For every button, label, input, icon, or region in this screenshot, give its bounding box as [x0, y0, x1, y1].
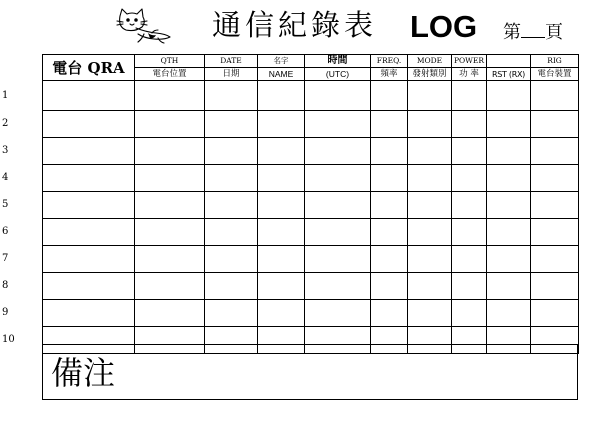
log-cell[interactable] [135, 273, 205, 300]
row-number: 6 [2, 226, 9, 237]
log-cell[interactable] [371, 192, 408, 219]
log-cell[interactable] [408, 273, 452, 300]
log-cell[interactable] [305, 246, 371, 273]
log-cell[interactable] [258, 219, 305, 246]
log-table [42, 54, 579, 354]
log-cell[interactable] [135, 246, 205, 273]
log-row [43, 246, 579, 273]
log-cell[interactable] [43, 219, 135, 246]
log-cell[interactable] [205, 273, 258, 300]
col-subheader-qth: 電台位置 [135, 68, 205, 81]
log-cell[interactable] [43, 300, 135, 327]
log-cell[interactable] [531, 246, 579, 273]
page-number-field[interactable] [521, 23, 545, 38]
log-cell[interactable] [258, 192, 305, 219]
log-cell[interactable] [452, 165, 487, 192]
log-cell[interactable] [408, 138, 452, 165]
log-cell[interactable] [43, 138, 135, 165]
log-cell[interactable] [305, 81, 371, 111]
page-suffix: 頁 [545, 22, 563, 43]
log-cell[interactable] [43, 246, 135, 273]
log-cell[interactable] [408, 300, 452, 327]
log-cell[interactable] [258, 300, 305, 327]
log-cell[interactable] [258, 246, 305, 273]
col-header-time: 時間 [305, 55, 371, 68]
log-cell[interactable] [452, 192, 487, 219]
col-subheader-rst: RST (RX) [487, 68, 531, 81]
log-cell[interactable] [487, 138, 531, 165]
col-subheader-utc: (UTC) [305, 68, 371, 81]
log-cell[interactable] [305, 111, 371, 138]
log-cell[interactable] [487, 165, 531, 192]
log-row [43, 219, 579, 246]
log-cell[interactable] [371, 165, 408, 192]
log-cell[interactable] [305, 138, 371, 165]
log-cell[interactable] [258, 81, 305, 111]
log-cell[interactable] [135, 192, 205, 219]
col-header-mode: MODE [408, 55, 452, 68]
log-cell[interactable] [135, 81, 205, 111]
log-row [43, 300, 579, 327]
log-cell[interactable] [452, 300, 487, 327]
log-cell[interactable] [408, 81, 452, 111]
log-cell[interactable] [371, 273, 408, 300]
log-row [43, 273, 579, 300]
log-cell[interactable] [371, 219, 408, 246]
log-cell[interactable] [371, 138, 408, 165]
log-cell[interactable] [452, 273, 487, 300]
log-cell[interactable] [531, 273, 579, 300]
log-cell[interactable] [487, 273, 531, 300]
log-cell[interactable] [135, 165, 205, 192]
log-row [43, 81, 579, 111]
col-header-rig: RIG [531, 55, 579, 68]
log-cell[interactable] [135, 111, 205, 138]
log-cell[interactable] [452, 81, 487, 111]
col-header-rst-top [487, 55, 531, 68]
log-cell[interactable] [205, 246, 258, 273]
col-header-qth: QTH [135, 55, 205, 68]
log-cell[interactable] [43, 273, 135, 300]
log-cell[interactable] [305, 192, 371, 219]
log-row [43, 111, 579, 138]
row-number: 4 [2, 172, 9, 183]
col-subheader-name: NAME [258, 68, 305, 81]
log-cell[interactable] [408, 246, 452, 273]
log-cell[interactable] [43, 111, 135, 138]
log-cell[interactable] [371, 111, 408, 138]
log-cell[interactable] [305, 273, 371, 300]
notes-label: 備注 [51, 354, 116, 392]
log-cell[interactable] [43, 165, 135, 192]
log-cell[interactable] [205, 81, 258, 111]
log-cell[interactable] [487, 219, 531, 246]
col-subheader-freq: 頻率 [371, 68, 408, 81]
log-cell[interactable] [305, 219, 371, 246]
col-header-date: DATE [205, 55, 258, 68]
log-cell[interactable] [258, 111, 305, 138]
row-number: 1 [2, 89, 9, 101]
log-cell[interactable] [371, 300, 408, 327]
page-number-label [503, 22, 563, 44]
log-cell[interactable] [487, 111, 531, 138]
page-title-log: LOG [410, 9, 478, 44]
row-number: 10 [2, 334, 15, 345]
log-cell[interactable] [371, 81, 408, 111]
row-number: 2 [2, 118, 9, 129]
col-header-name-zh: 名字 [258, 55, 305, 68]
log-cell[interactable] [205, 111, 258, 138]
log-cell[interactable] [258, 138, 305, 165]
log-cell[interactable] [531, 219, 579, 246]
log-cell[interactable] [135, 138, 205, 165]
col-subheader-rig: 電台裝置 [531, 68, 579, 81]
log-cell[interactable] [531, 111, 579, 138]
log-cell[interactable] [487, 192, 531, 219]
col-subheader-date: 日期 [205, 68, 258, 81]
cat-mascot-icon [108, 6, 174, 46]
log-cell[interactable] [43, 192, 135, 219]
notes-box[interactable] [42, 344, 578, 400]
log-row [43, 165, 579, 192]
log-cell[interactable] [487, 300, 531, 327]
log-cell[interactable] [205, 192, 258, 219]
log-cell[interactable] [258, 165, 305, 192]
log-cell[interactable] [305, 165, 371, 192]
log-cell[interactable] [408, 192, 452, 219]
row-number: 7 [2, 253, 9, 264]
log-cell[interactable] [305, 300, 371, 327]
log-cell[interactable] [408, 111, 452, 138]
log-cell[interactable] [531, 300, 579, 327]
log-row [43, 138, 579, 165]
col-subheader-power: 功 率 [452, 68, 487, 81]
col-header-qra: 電台 QRA [43, 55, 135, 81]
log-cell[interactable] [531, 81, 579, 111]
col-header-power: POWER [452, 55, 487, 68]
log-cell[interactable] [258, 273, 305, 300]
log-cell[interactable] [452, 219, 487, 246]
log-cell[interactable] [135, 300, 205, 327]
log-cell[interactable] [452, 246, 487, 273]
log-cell[interactable] [205, 138, 258, 165]
log-cell[interactable] [205, 219, 258, 246]
log-cell[interactable] [205, 300, 258, 327]
log-cell[interactable] [205, 165, 258, 192]
col-header-freq: FREQ. [371, 55, 408, 68]
log-cell[interactable] [531, 138, 579, 165]
log-cell[interactable] [452, 111, 487, 138]
log-cell[interactable] [135, 219, 205, 246]
log-cell[interactable] [452, 138, 487, 165]
row-number: 5 [2, 199, 9, 210]
log-cell[interactable] [487, 246, 531, 273]
row-number: 3 [2, 145, 9, 156]
log-cell[interactable] [408, 219, 452, 246]
log-cell[interactable] [531, 165, 579, 192]
log-cell[interactable] [408, 165, 452, 192]
page-prefix: 第 [503, 22, 521, 43]
log-cell[interactable] [371, 246, 408, 273]
page-title: 通信紀錄表 [212, 8, 378, 42]
row-number: 9 [2, 307, 9, 318]
log-row [43, 192, 579, 219]
col-subheader-mode: 發射類別 [408, 68, 452, 81]
log-cell[interactable] [531, 192, 579, 219]
row-number: 8 [2, 280, 9, 291]
log-cell[interactable] [43, 81, 135, 111]
log-cell[interactable] [487, 81, 531, 111]
